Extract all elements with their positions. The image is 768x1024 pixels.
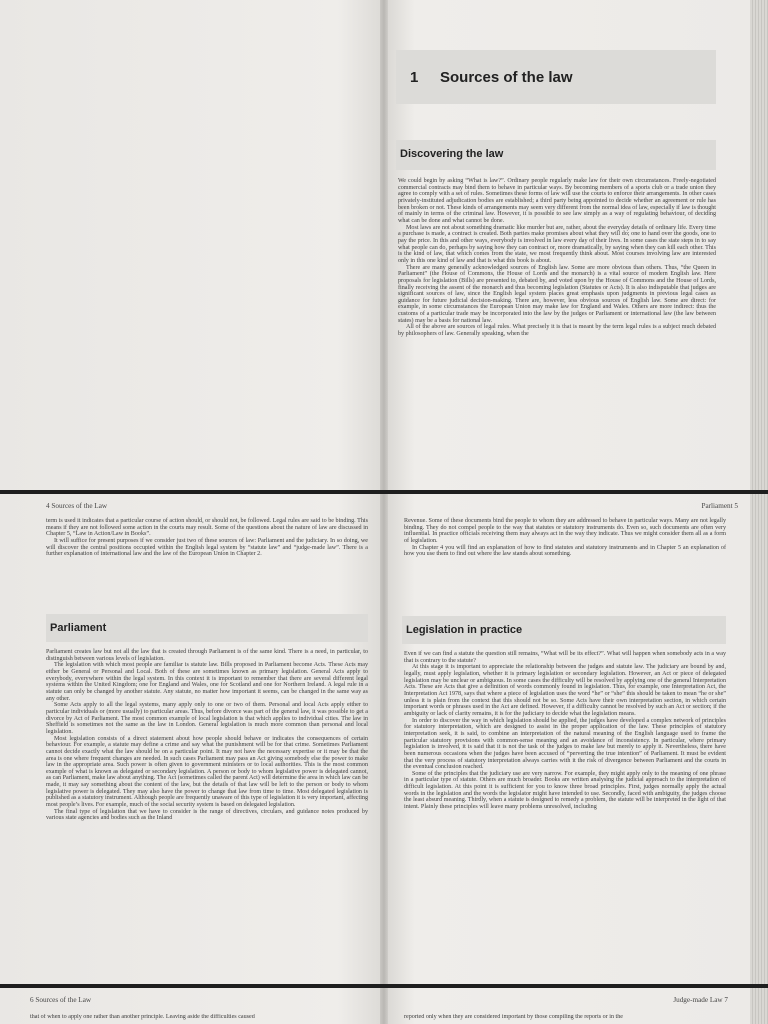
- paragraph: All of the above are sources of legal rules. What precisely it is that is meant by the term legal rules is a subject much debated by philosophers of law. Generally speaking, when the: [398, 324, 716, 338]
- paragraph: The final type of legislation that we have to consider is the range of directives, circulars, and guidance notes produced by various state agencies and bodies such as the Inland: [46, 808, 368, 822]
- body-text: [398, 178, 716, 338]
- running-head: 4 Sources of the Law: [46, 502, 108, 510]
- body-text: [46, 649, 368, 822]
- paragraph: At this stage it is important to appreciate the relationship between the judges and statute law. The judiciary are bound by and, legally, must apply legislation, whether it is primary legislation or secondary legislation. However, an Act or piece of delegated legislation may be unclear or ambiguous. In some cases the difficulty will be resolved by applying one of the general Interpretation Acts. These are Acts that give a definition of words commonly found in legislation. Thus, for example, one Interpretation Act, the Interpretation Act 1978, says that where a piece of legislation uses the word “he” or “she” this should be taken to mean “he or she” unless it is plain from the context that this should not be so. Some Acts have their own interpretation section, in which certain important words or phrases used in the Act are defined. However, if a difficulty cannot be resolved by such an Act or section; if the ambiguity or lack of clarity remains, it is for the judiciary to decide what the legislation means.: [404, 664, 726, 717]
- page-edges: [750, 988, 768, 1024]
- paragraph: Most laws are not about something dramatic like murder but are, rather, about the everyday details of ordinary life. Every time a purchase is made, a contract is created. Both parties make promises about what they will do; one to hand over the goods, one to pay the price. In this and other ways, everybody is involved in law every day of their lives. In some cases the state steps in to say what people can do, perhaps by saying how they can contract or, more dramatically, by saying when they can kill each other. This is the kind of law, that which comes from the state, we most frequently think about. Most courses involving law are interested only in this one kind of law and that is what this book is about.: [398, 224, 716, 264]
- page-edges: [750, 0, 768, 490]
- paragraph: We could begin by asking “What is law?”. Ordinary people regularly make law for their own circumstances. Freely-negotiated commercial contracts may bind them to behave in particular ways. By becoming members of a sports club or a trade union they agree to comply with a set of rules. Sometimes these forms of law will use the courts to enforce their arrangements. In other cases privately-instituted adjudication bodies are established; a third party being appointed to decide whether an agreement or rule has been broken or not. These kinds of arrangements may seem very different from the normal idea of law, especially if law is thought of mainly in terms of the criminal law. However, it is possible to see law simply as a way of regulating behaviour, of deciding what can be done and what cannot be done.: [398, 178, 716, 224]
- page-edges: [750, 494, 768, 984]
- show-through-text: [300, 70, 303, 84]
- body-text-top: [46, 518, 368, 558]
- section-title-legislation-in-practice: Legislation in practice: [406, 624, 523, 636]
- running-head: 6 Sources of the Law: [30, 996, 92, 1004]
- gutter: [380, 494, 388, 984]
- chapter-title: Sources of the law: [440, 69, 573, 86]
- paragraph: In order to discover the way in which legislation should be applied, the judges have developed a complex network of principles for statutory interpretation, which are designed to assist in the proper application of the law. These principles of statutory interpretation seek, it is said, to combine an interpretation of the natural meaning of the English language used to frame the particular statutory provisions with common-sense meaning and an avoidance of inconsistency. In particular, where primary legislation is involved, it is said that it is not the task of the judges to make law but merely to apply it. Nevertheless, there have been numerous occasions when the judges have been accused of “perverting the true intention” of Parliament. It must be evident that the very process of statutory interpretation always carries with it the risk of divergence between Parliament and the courts in the eventual conclusion reached.: [404, 717, 726, 771]
- chapter-number: 1: [410, 69, 419, 86]
- running-head: Judge-made Law 7: [673, 996, 728, 1004]
- paragraph: In Chapter 4 you will find an explanation of how to find statutes and statutory instruments and in Chapter 5 an explanation of how you use them to find out where the law stands about something.: [404, 544, 726, 558]
- section-title-discovering: Discovering the law: [400, 148, 504, 160]
- page-right-chapter-1: [384, 0, 768, 490]
- body-text-top: [404, 518, 726, 558]
- blank-left-page: [0, 0, 384, 490]
- gutter: [380, 988, 388, 1024]
- paragraph: Even if we can find a statute the question still remains, “What will be its effect?”. What will happen when somebody acts in a way that is contrary to the statute?: [404, 651, 726, 664]
- page-4: [0, 494, 384, 984]
- paragraph: Parliament creates law but not all the law that is created through Parliament is of the same kind. There is a need, in particular, to distinguish between various levels of legislation.: [46, 649, 368, 662]
- running-head: Parliament 5: [701, 502, 738, 510]
- body-line: that of when to apply one rather than another principle. Leaving aside the difficulties caused: [30, 1014, 255, 1020]
- paragraph: Revenue. Some of these documents bind the people to whom they are addressed to behave in particular ways. Many are not legally binding. They do not compel people to the way that statutes or statutory instruments do. Even so, such documents are often very influential. In practice officials receiving them may always act in the way they indicate. Thus we might consider them all as a form of legislation.: [404, 518, 726, 544]
- page-6: [0, 988, 384, 1024]
- paragraph: Some of the principles that the judiciary use are very narrow. For example, they might apply only to the meaning of one phrase in a particular type of statute. Others are much broader. Books are written analysing the judicial approach to the interpretation of difficult legislation. At this point it is sufficient for you to know three broad principles. First, judges normally apply the actual words in the legislation and the words the legislator might have intended to use. Secondly, faced with ambiguity, the judges choose the least absurd meaning. Thirdly, when a statute is designed to remedy a problem, the statute will be interpreted in the light of that intent. Plainly these principles will leave many problems unresolved, including: [404, 770, 726, 811]
- paragraph: Some Acts apply to all the legal systems, many apply only to one or two of them. Personal and local Acts apply either to particular individuals or (more usually) to particular areas. Thus, before divorce was part of the general law, it was possible to get a divorce by Act of Parliament. The most common example of local legislation is that which applies to individual cities. The law in Sheffield is sometimes not the same as the law in London. General legislation is much more common than personal and local legislation.: [46, 702, 368, 735]
- paragraph: It will suffice for present purposes if we consider just two of these sources of law: Parliament and the judiciary. In so doing, we will discover the central positions occupied within the English legal system by “statute law” and “judge-made law”. There is a further explanation of international law and the law of the European Union in Chapter 2.: [46, 537, 368, 558]
- body-text: [404, 651, 726, 811]
- spread-1: [0, 0, 768, 490]
- spread-2: [0, 494, 768, 984]
- section-title-parliament: Parliament: [50, 622, 107, 634]
- gutter: [380, 0, 388, 490]
- page-7: [384, 988, 768, 1024]
- paragraph: Most legislation consists of a direct statement about how people should behave or indicates the consequences of certain behaviour. For example, a statute may define a crime and say what the punishment will be for that crime. Sometimes Parliament cannot decide exactly what the law should be on a particular point. It may not have the necessary expertise or it may be that the area is one where frequent changes are needed. In such cases Parliament may pass an Act giving somebody else the power to make law in the appropriate area. Such power is often given to government ministers or to local authorities. This is the most common example of what is known as delegated or secondary legislation. A person or body to whom legislative power is delegated cannot, as can Parliament, make law about anything. The Act (sometimes called the parent Act) will determine the area in which law can be made, it may say something about the content of the law, but the details of that law will be left to the person or body to whom legislative power is delegated. They may also have the power to change that law from time to time. Most delegated legislation is published as a statutory instrument. Although people are frequently unaware of this type of legislation it is very important, affecting most people’s lives. For example, much of the social security system is based on delegated legislation.: [46, 735, 368, 809]
- paragraph: The legislation with which most people are familiar is statute law. Bills proposed in Parliament become Acts. These Acts may either be General or Personal and Local. Both of these are sometimes known as primary legislation. General Acts apply to everybody, everywhere within the legal system. In this context it is important to remember that there are several different legal systems within the United Kingdom; one for England and Wales, one for Scotland and one for Northern Ireland. A legal rule in a statute can only be changed by another statute. Any statute, no matter how important it seems, can be changed in the same way as any other.: [46, 662, 368, 702]
- spread-3: [0, 988, 768, 1024]
- paragraph: term is used it indicates that a particular course of action should, or should not, be followed. Legal rules are said to be binding. This means if they are not followed some action in the courts may result. Some of the questions about the nature of law are discussed in Chapter 5, “Law in Action/Law in Books”.: [46, 518, 368, 538]
- paragraph: There are many generally acknowledged sources of English law. Some are more obvious than others. Thus, “the Queen in Parliament” (the House of Commons, the House of Lords and the monarch) is a vital source of modern English law. Here proposals for legislation (Bills) are presented to, debated by, and voted upon by the House of Commons and the House of Lords, finally receiving the assent of the monarch and thus becoming legislation (Statutes or Acts). It is also indisputable that judges are significant sources of law, since the English legal system places great emphasis upon judgments in previous legal cases as guidance for future judicial decision-making. There are, however, less obvious sources of English law. Some are direct: for example, in some circumstances the European Union may make law for England and Wales. Others are more indirect: thus the customs of a particular trade may be incorporated into the law by the judges or Parliament or international law (the law between states) may be a basis for national law.: [398, 264, 716, 324]
- page-5: [384, 494, 768, 984]
- body-line: reported only when they are considered important by those compiling the reports or in the: [404, 1014, 623, 1020]
